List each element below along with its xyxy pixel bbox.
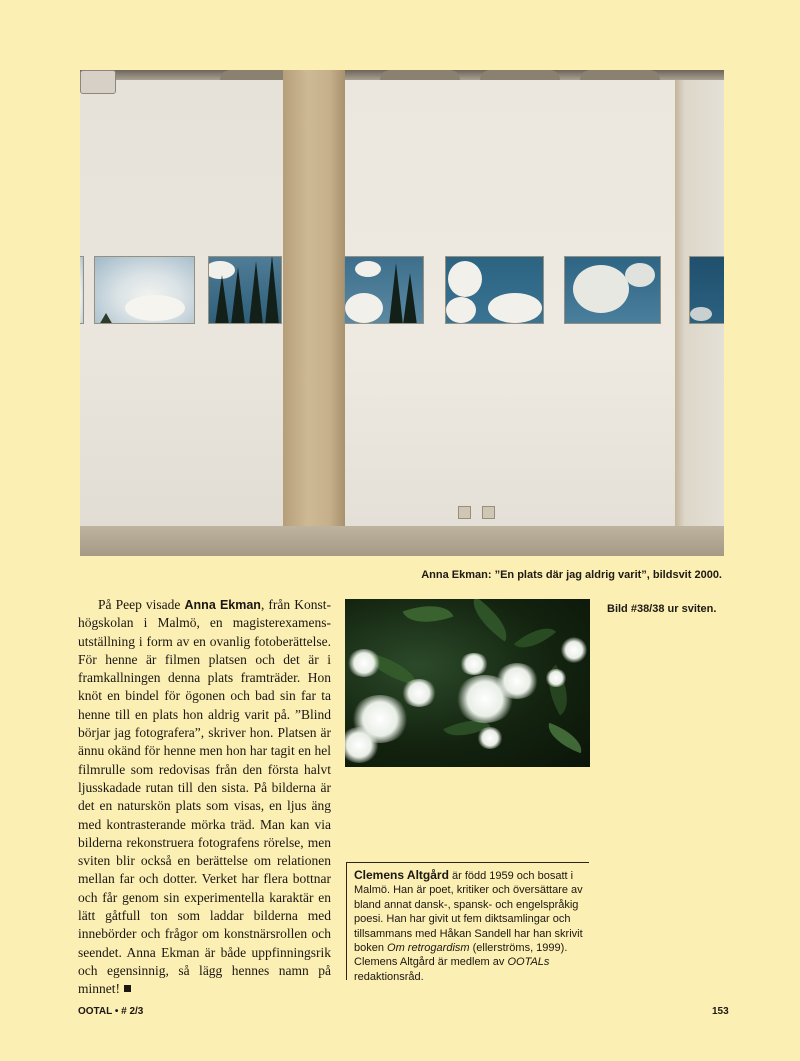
wall-photo [208,256,282,324]
page-number: 153 [712,1006,729,1017]
wall-photo [344,256,424,324]
flower-photo [345,599,590,767]
wall-photo [445,256,544,324]
footer-issue: OOTAL • # 2/3 [78,1006,144,1017]
wall-photo [564,256,661,324]
wall-socket [482,506,495,519]
wall-photo [94,256,195,324]
photo-caption: Anna Ekman: ”En plats där jag aldrig varit”, bildsvit 2000. [421,569,722,581]
gallery-floor [80,526,724,556]
wall-socket [458,506,471,519]
article-intro: På Peep visade [98,597,185,612]
bio-text: är född 1959 och bosatt i Malmö. Han är poet, kritiker och översättare av bland annat dansk-, spansk- och engelspråkig poesi. Han har givit ut fem diktsamlingar och tillsammans med Håkan Sandell har han skrivit boken [354,870,583,955]
bio-text: redaktionsråd. [354,970,424,983]
bio-text: (ellerströms, 1999). Clemens Altgård är medlem av [354,942,568,969]
ceiling-beam [480,70,560,80]
author-name: Clemens Altgård [354,868,449,882]
light-fixture [80,70,116,94]
wall-photo [689,256,724,324]
wall-photo [80,256,84,324]
author-bio [346,862,589,983]
magazine-name: OOTALs [507,956,550,969]
gallery-column [283,70,345,556]
artist-name: Anna Ekman [184,598,261,612]
article-text: , från Konsthögskolan i Malmö, en magisterexamensutställning i form av en ovanlig fotoberättelse. För henne är filmen platsen och det är i framkallningen denna plats framträder. Hon knöt en bindel för ögonen och bad sin far ta henne till en plats hon aldrig varit på. ”Blind börjar jag fotografera”, skriver hon. Platsen är ännu okänd för henne men hon har tagit en hel filmrulle som redovisas från den första halvt ljusskadade rutan till den sista. På bilderna är det en naturskön plats som visas, en ljus äng med kontrasterande mörka träd. Man kan via bilderna rekonstruera fotografens rörelse, men sviten blir också en berättelse om relationen mellan far och dotter. Verket har flera bottnar och får genom sin experimentella karaktär en lätt gåtfull ton som laddar bilderna med innebörder och frågor om konstnärsrollen och seendet. Anna Ekman är både uppfinningsrik och egensinnig, så lägg hennes namn på minnet! [78,597,331,997]
book-title: Om retrogardism [387,942,470,955]
ceiling-beam [380,70,460,80]
end-mark-icon [124,985,131,992]
image-number-caption: Bild #38/38 ur sviten. [607,603,717,615]
gallery-photo [80,70,724,556]
article-body [78,596,331,999]
ceiling-beam [580,70,660,80]
